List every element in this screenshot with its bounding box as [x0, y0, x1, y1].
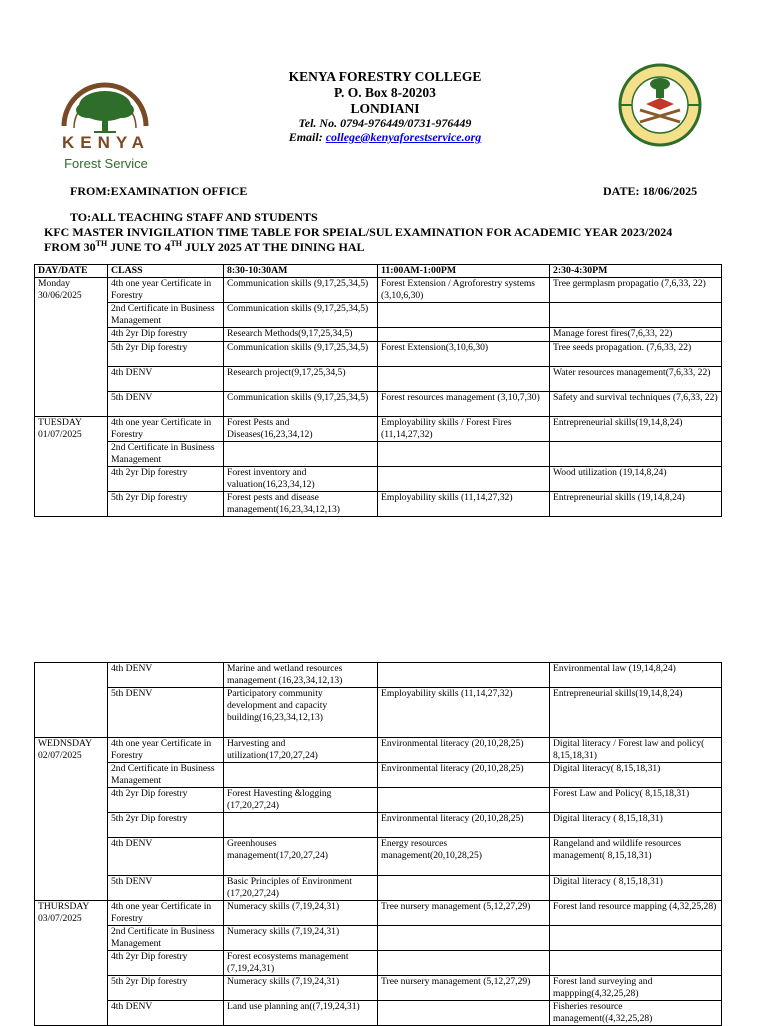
table-row [35, 392, 722, 417]
po-box: P. O. Box 8-20203 [334, 85, 436, 100]
exam-cell: Forest inventory and valuation(16,23,34,12) [224, 467, 378, 492]
exam-cell: Tree nursery management (5,12,27,29) [378, 901, 550, 926]
exam-cell [378, 367, 550, 392]
class-cell: 5th DENV [108, 876, 224, 901]
college-name: KENYA FORESTRY COLLEGE [288, 69, 482, 84]
exam-cell: Numeracy skills (7,19,24,31) [224, 926, 378, 951]
exam-cell: Harvesting and utilization(17,20,27,24) [224, 738, 378, 763]
class-cell: 2nd Certificate in Business Management [108, 303, 224, 328]
exam-cell: Forest Havesting &logging (17,20,27,24) [224, 788, 378, 813]
exam-cell: Employability skills / Forest Fires (11,14,27,32) [378, 417, 550, 442]
exam-cell: Research Methods(9,17,25,34,5) [224, 328, 378, 342]
exam-cell [550, 442, 722, 467]
exam-cell [378, 442, 550, 467]
class-cell: 4th one year Certificate in Forestry [108, 901, 224, 926]
exam-cell: Manage forest fires(7,6,33, 22) [550, 328, 722, 342]
exam-cell: Digital literacy ( 8,15,18,31) [550, 876, 722, 901]
table-row [35, 367, 722, 392]
exam-cell: Rangeland and wildlife resources management( 8,15,18,31) [550, 838, 722, 876]
exam-cell [378, 303, 550, 328]
class-cell: 2nd Certificate in Business Management [108, 926, 224, 951]
exam-cell: Safety and survival techniques (7,6,33, 22) [550, 392, 722, 417]
telephone: Tel. No. 0794-976449/0731-976449 [298, 116, 472, 130]
class-cell: 4th one year Certificate in Forestry [108, 417, 224, 442]
exam-cell: Digital literacy / Forest law and policy( 8,15,18,31) [550, 738, 722, 763]
exam-cell: Communication skills (9,17,25,34,5) [224, 392, 378, 417]
exam-cell [378, 876, 550, 901]
table-row [35, 876, 722, 901]
exam-cell: Tree nursery management (5,12,27,29) [378, 976, 550, 1001]
class-cell: 4th DENV [108, 838, 224, 876]
table-row [35, 763, 722, 788]
exam-cell: Digital literacy( 8,15,18,31) [550, 763, 722, 788]
table-row [35, 492, 722, 517]
header-slot-midday: 11:00AM-1:00PM [378, 265, 550, 278]
class-cell: 4th 2yr Dip forestry [108, 951, 224, 976]
table-row [35, 813, 722, 838]
class-cell: 4th 2yr Dip forestry [108, 788, 224, 813]
table-row [35, 738, 722, 763]
exam-cell [550, 303, 722, 328]
class-cell: 5th 2yr Dip forestry [108, 976, 224, 1001]
class-cell: 4th DENV [108, 663, 224, 688]
class-cell: 2nd Certificate in Business Management [108, 442, 224, 467]
exam-cell: Forest pests and disease management(16,23,34,12,13) [224, 492, 378, 517]
table-row [35, 688, 722, 738]
logo-word: KENYA [62, 133, 150, 152]
exam-cell: Environmental literacy (20,10,28,25) [378, 813, 550, 838]
timetable-page-2 [34, 662, 722, 1026]
timetable-title: KFC MASTER INVIGILATION TIME TABLE FOR SPEIAL/SUL EXAMINATION FOR ACADEMIC YEAR 2023/2024 [44, 225, 673, 239]
email-link[interactable]: college@kenyaforestservice.org [325, 130, 482, 144]
exam-cell: Tree germplasm propagatio (7,6,33, 22) [550, 278, 722, 303]
exam-cell: Forest Pests and Diseases(16,23,34,12) [224, 417, 378, 442]
class-cell: 4th DENV [108, 367, 224, 392]
exam-cell: Research project(9,17,25,34,5) [224, 367, 378, 392]
exam-cell: Entrepreneurial skills(19,14,8,24) [550, 688, 722, 738]
exam-cell: Communication skills (9,17,25,34,5) [224, 303, 378, 328]
table-row [35, 342, 722, 367]
header-day-date: DAY/DATE [35, 265, 108, 278]
exam-cell [550, 926, 722, 951]
class-cell: 4th 2yr Dip forestry [108, 328, 224, 342]
day-cell-tuesday-continued [35, 663, 108, 738]
exam-cell: Forest resources management (3,10,7,30) [378, 392, 550, 417]
class-cell: 4th 2yr Dip forestry [108, 467, 224, 492]
class-cell: 4th DENV [108, 1001, 224, 1026]
from-line: FROM:EXAMINATION OFFICE [70, 184, 248, 198]
exam-cell: Greenhouses management(17,20,27,24) [224, 838, 378, 876]
exam-cell: Wood utilization (19,14,8,24) [550, 467, 722, 492]
table-header-row [35, 265, 722, 278]
table-row [35, 976, 722, 1001]
exam-cell: Communication skills (9,17,25,34,5) [224, 278, 378, 303]
table-row [35, 901, 722, 926]
email-label: Email: [288, 130, 323, 144]
exam-cell: Entrepreneurial skills (19,14,8,24) [550, 492, 722, 517]
table-row [35, 926, 722, 951]
exam-cell [378, 328, 550, 342]
exam-cell: Employability skills (11,14,27,32) [378, 492, 550, 517]
table-row [35, 951, 722, 976]
exam-cell: Energy resources management(20,10,28,25) [378, 838, 550, 876]
class-cell: 5th 2yr Dip forestry [108, 492, 224, 517]
timetable-period: FROM 30TH JUNE TO 4TH JULY 2025 AT THE DINING HAL [44, 239, 365, 254]
class-cell: 4th one year Certificate in Forestry [108, 278, 224, 303]
exam-cell: Entrepreneurial skills(19,14,8,24) [550, 417, 722, 442]
table-row [35, 788, 722, 813]
exam-cell: Forest Extension / Agroforestry systems (3,10,6,30) [378, 278, 550, 303]
exam-cell [378, 926, 550, 951]
table-row [35, 838, 722, 876]
exam-cell: Tree seeds propagation. (7,6,33, 22) [550, 342, 722, 367]
table-row [35, 278, 722, 303]
header-class: CLASS [108, 265, 224, 278]
class-cell: 4th one year Certificate in Forestry [108, 738, 224, 763]
email-line [200, 130, 570, 145]
logo-subtitle: Forest Service [64, 156, 148, 171]
town: LONDIANI [350, 101, 420, 116]
table-row [35, 663, 722, 688]
exam-cell: Participatory community development and capacity building(16,23,34,12,13) [224, 688, 378, 738]
exam-cell [378, 663, 550, 688]
table-row [35, 1001, 722, 1026]
exam-cell: Forest Extension(3,10,6,30) [378, 342, 550, 367]
day-cell-wednesday: WEDNSDAY 02/07/2025 [35, 738, 108, 901]
class-cell: 5th DENV [108, 392, 224, 417]
timetable-page-1 [34, 264, 722, 517]
class-cell: 2nd Certificate in Business Management [108, 763, 224, 788]
table-row [35, 328, 722, 342]
table-row [35, 417, 722, 442]
to-line: TO:ALL TEACHING STAFF AND STUDENTS [70, 210, 318, 224]
day-cell-tuesday: TUESDAY 01/07/2025 [35, 417, 108, 517]
exam-cell: Forest ecosystems management (7,19,24,31) [224, 951, 378, 976]
exam-cell: Land use planning an((7,19,24,31) [224, 1001, 378, 1026]
exam-cell: Numeracy skills (7,19,24,31) [224, 976, 378, 1001]
exam-cell [378, 788, 550, 813]
exam-cell [378, 1001, 550, 1026]
exam-cell [378, 951, 550, 976]
exam-cell: Environmental literacy (20,10,28,25) [378, 738, 550, 763]
exam-cell: Digital literacy ( 8,15,18,31) [550, 813, 722, 838]
exam-cell: Numeracy skills (7,19,24,31) [224, 901, 378, 926]
exam-cell: Forest Law and Policy( 8,15,18,31) [550, 788, 722, 813]
exam-cell: Employability skills (11,14,27,32) [378, 688, 550, 738]
exam-cell: Marine and wetland resources management (16,23,34,12,13) [224, 663, 378, 688]
exam-cell: Forest land resource mapping (4,32,25,28) [550, 901, 722, 926]
college-crest-logo [610, 60, 710, 150]
exam-cell: Environmental law (19,14,8,24) [550, 663, 722, 688]
day-cell-monday: Monday 30/06/2025 [35, 278, 108, 417]
exam-cell [224, 763, 378, 788]
class-cell: 5th 2yr Dip forestry [108, 813, 224, 838]
day-cell-thursday: THURSDAY 03/07/2025 [35, 901, 108, 1026]
exam-cell [378, 467, 550, 492]
exam-cell: Basic Principles of Environment (17,20,27,24) [224, 876, 378, 901]
exam-cell: Environmental literacy (20,10,28,25) [378, 763, 550, 788]
exam-cell: Water resources management(7,6,33, 22) [550, 367, 722, 392]
class-cell: 5th 2yr Dip forestry [108, 342, 224, 367]
exam-cell [550, 951, 722, 976]
exam-cell [224, 442, 378, 467]
exam-cell: Communication skills (9,17,25,34,5) [224, 342, 378, 367]
header-slot-afternoon: 2:30-4:30PM [550, 265, 722, 278]
table-row [35, 467, 722, 492]
exam-cell: Fisheries resource management((4,32,25,28) [550, 1001, 722, 1026]
header-slot-morning: 8:30-10:30AM [224, 265, 378, 278]
date-line: DATE: 18/06/2025 [603, 184, 698, 198]
exam-cell [224, 813, 378, 838]
exam-cell: Forest land surveying and mappping(4,32,25,28) [550, 976, 722, 1001]
class-cell: 5th DENV [108, 688, 224, 738]
table-row [35, 303, 722, 328]
table-row [35, 442, 722, 467]
